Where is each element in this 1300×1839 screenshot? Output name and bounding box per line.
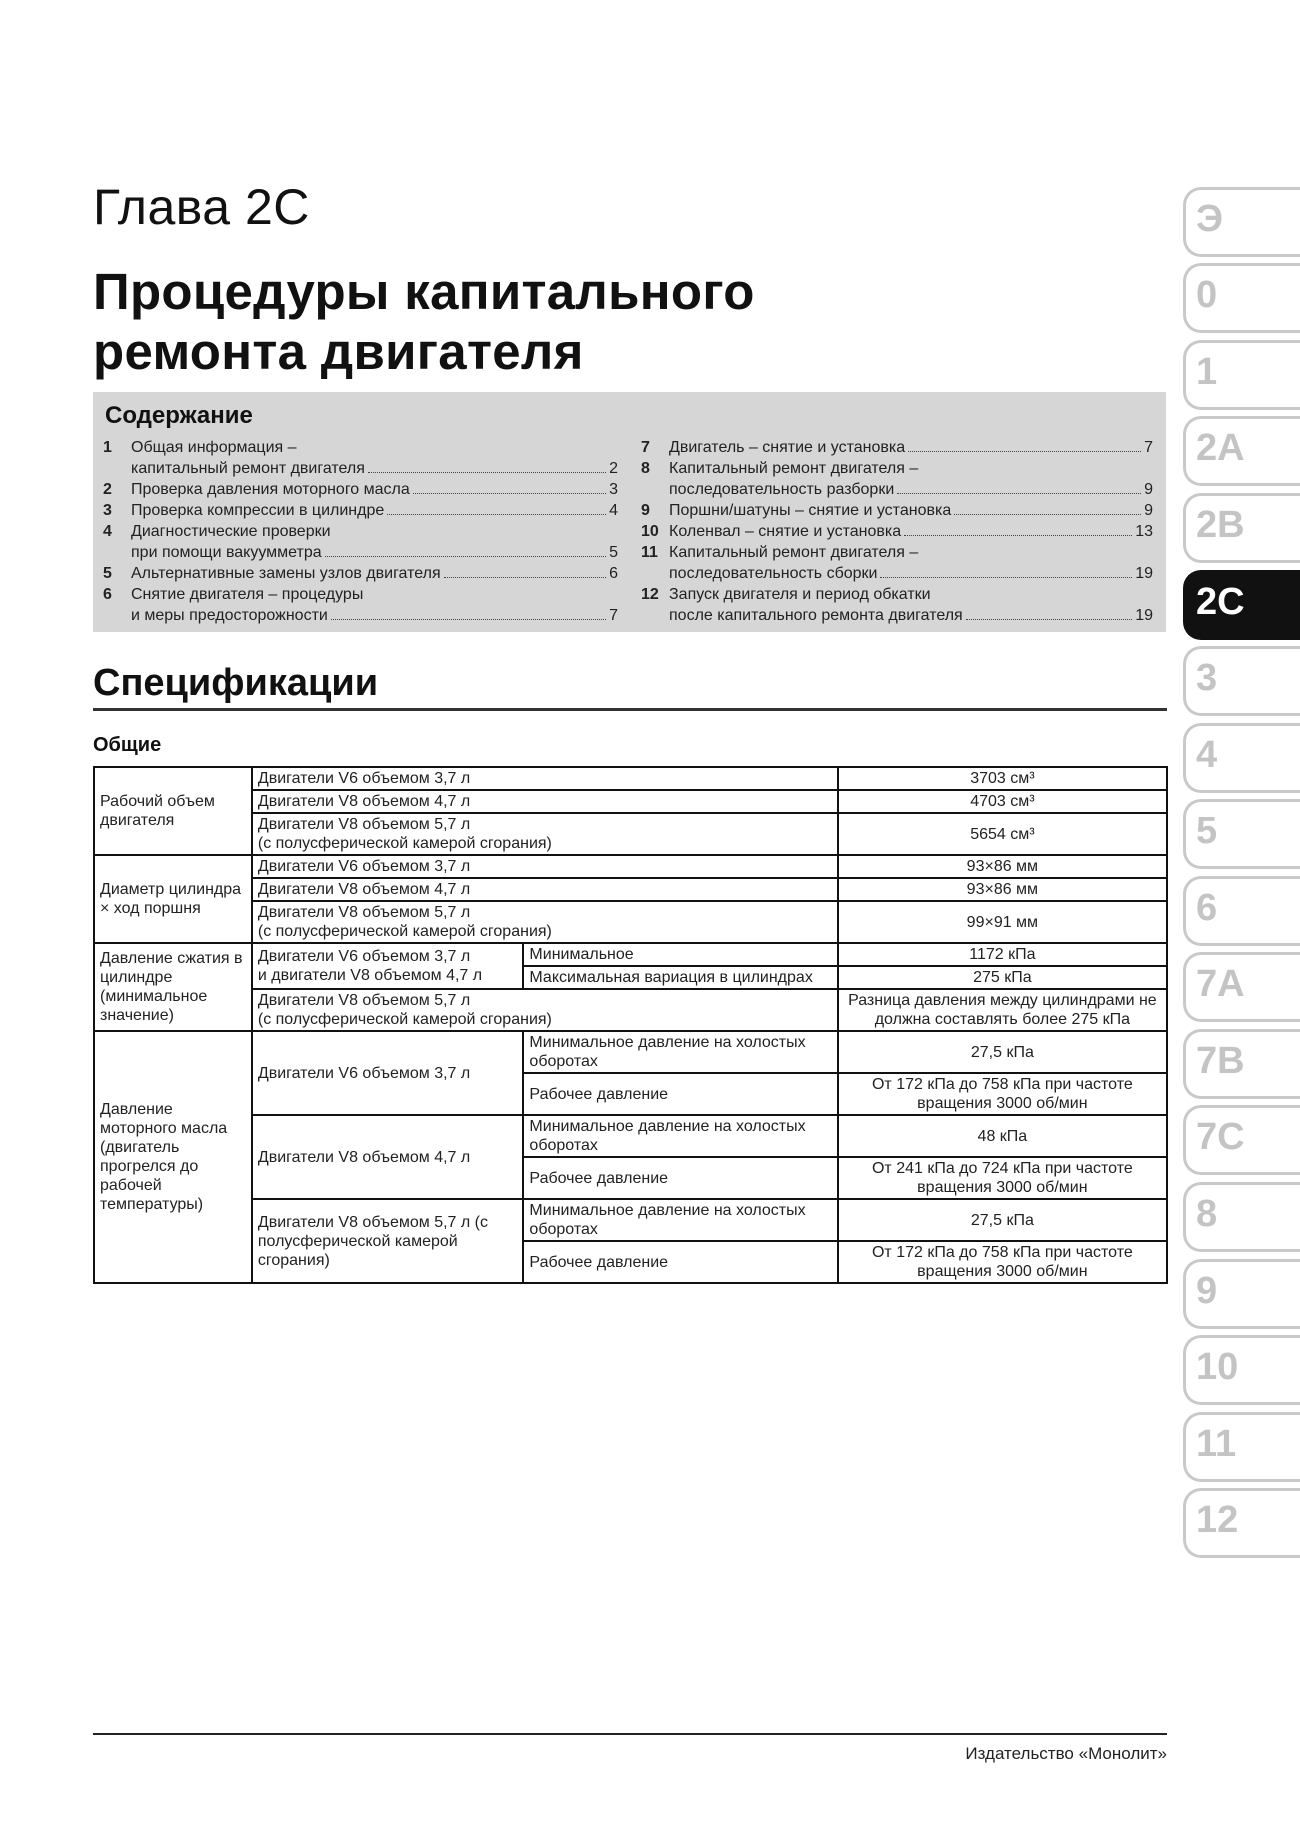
value-cell: 1172 кПа bbox=[838, 943, 1167, 966]
toc-number: 12 bbox=[641, 586, 659, 603]
contents-box bbox=[93, 392, 1166, 632]
engine-line: (с полусферической камерой сгорания) bbox=[257, 923, 552, 940]
engine-cell: Двигатели V8 объемом 4,7 л bbox=[252, 878, 838, 901]
toc-label: после капитального ремонта двигателя bbox=[669, 607, 963, 624]
chapter-tab-4[interactable]: 4 bbox=[1183, 723, 1300, 793]
chapter-tab-9[interactable]: 9 bbox=[1183, 1259, 1300, 1329]
engine-cell: Двигатели V6 объемом 3,7 л bbox=[252, 767, 838, 790]
toc-page-number: 7 bbox=[1144, 439, 1153, 456]
table-row bbox=[94, 943, 1167, 966]
chapter-tab-8[interactable]: 8 bbox=[1183, 1182, 1300, 1252]
toc-page-number: 9 bbox=[1144, 481, 1153, 498]
toc-page-number: 4 bbox=[609, 502, 618, 519]
table-row bbox=[94, 767, 1167, 790]
toc-number: 11 bbox=[641, 544, 658, 561]
specifications-table bbox=[93, 766, 1168, 1284]
toc-label: Альтернативные замены узлов двигателя bbox=[131, 565, 441, 582]
toc-entry bbox=[103, 584, 618, 605]
condition-cell: Максимальная вариация в цилиндрах bbox=[523, 966, 837, 989]
table-row bbox=[94, 790, 1167, 813]
contents-column-left bbox=[103, 437, 618, 626]
chapter-tab-э[interactable]: Э bbox=[1183, 187, 1300, 257]
condition-cell: Минимальное давление на холостых оборотах bbox=[523, 1031, 837, 1073]
engine-cell: Двигатели V8 объемом 4,7 л bbox=[252, 1115, 524, 1199]
engine-line: Двигатели V8 объемом 5,7 л bbox=[257, 992, 471, 1009]
toc-label: Запуск двигателя и период обкатки bbox=[669, 586, 931, 603]
chapter-tab-6[interactable]: 6 bbox=[1183, 876, 1300, 946]
value-cell: 4703 см³ bbox=[838, 790, 1167, 813]
toc-label: капитальный ремонт двигателя bbox=[131, 460, 365, 477]
value-cell: 93×86 мм bbox=[838, 878, 1167, 901]
condition-cell: Рабочее давление bbox=[523, 1073, 837, 1115]
table-row bbox=[94, 901, 1167, 943]
param-oil-pressure: Давление моторного масла (двигатель прогрелся до рабочей температуры) bbox=[100, 1101, 228, 1213]
toc-label: Диагностические проверки bbox=[131, 523, 331, 540]
toc-label: Поршни/шатуны – снятие и установка bbox=[669, 502, 952, 519]
engine-cell bbox=[252, 813, 838, 855]
chapter-tab-7a[interactable]: 7A bbox=[1183, 952, 1300, 1022]
contents-column-right bbox=[641, 437, 1153, 626]
footer-rule bbox=[93, 1733, 1167, 1735]
toc-page-number: 6 bbox=[609, 565, 618, 582]
param-cell bbox=[94, 855, 252, 943]
toc-page-number: 13 bbox=[1135, 523, 1153, 540]
toc-label: при помощи вакуумметра bbox=[131, 544, 322, 561]
toc-label: Капитальный ремонт двигателя – bbox=[669, 460, 919, 477]
value-cell: От 172 кПа до 758 кПа при частоте вращения 3000 об/мин bbox=[838, 1073, 1167, 1115]
table-row bbox=[94, 1031, 1167, 1073]
toc-leader-dots bbox=[904, 521, 1132, 536]
toc-leader-dots bbox=[880, 563, 1132, 578]
engine-line: Двигатели V6 объемом 3,7 л bbox=[257, 948, 471, 965]
condition-cell: Минимальное давление на холостых оборотах bbox=[523, 1199, 837, 1241]
engine-line: Двигатели V8 объемом 5,7 л bbox=[257, 904, 471, 921]
toc-leader-dots bbox=[387, 500, 606, 515]
toc-entry bbox=[103, 605, 618, 626]
toc-label: и меры предосторожности bbox=[131, 607, 328, 624]
engine-cell bbox=[252, 943, 524, 989]
toc-number: 2 bbox=[103, 481, 112, 498]
toc-page-number: 19 bbox=[1135, 565, 1153, 582]
engine-line: (с полусферической камерой сгорания) bbox=[257, 1011, 552, 1028]
chapter-tab-3[interactable]: 3 bbox=[1183, 646, 1300, 716]
heading-rule bbox=[93, 708, 1167, 711]
toc-number: 5 bbox=[103, 565, 112, 582]
table-row bbox=[94, 878, 1167, 901]
chapter-tab-11[interactable]: 11 bbox=[1183, 1412, 1300, 1482]
table-row bbox=[94, 855, 1167, 878]
toc-leader-dots bbox=[368, 458, 606, 473]
condition-cell: Рабочее давление bbox=[523, 1157, 837, 1199]
toc-entry bbox=[103, 437, 618, 458]
toc-entry bbox=[103, 563, 618, 584]
value-cell: От 241 кПа до 724 кПа при частоте вращения 3000 об/мин bbox=[838, 1157, 1167, 1199]
title-line-2: ремонта двигателя bbox=[93, 323, 584, 380]
table-row bbox=[94, 1199, 1167, 1241]
param-displacement: Рабочий объем двигателя bbox=[100, 793, 215, 829]
toc-entry bbox=[103, 458, 618, 479]
engine-line: Двигатели V8 объемом 5,7 л bbox=[257, 816, 471, 833]
toc-leader-dots bbox=[966, 605, 1132, 620]
toc-leader-dots bbox=[331, 605, 606, 620]
toc-leader-dots bbox=[444, 563, 606, 578]
toc-number: 4 bbox=[103, 523, 112, 540]
toc-entry bbox=[641, 542, 1153, 563]
chapter-tab-7c[interactable]: 7C bbox=[1183, 1105, 1300, 1175]
toc-entry bbox=[641, 521, 1153, 542]
toc-leader-dots bbox=[413, 479, 606, 494]
chapter-tab-5[interactable]: 5 bbox=[1183, 799, 1300, 869]
chapter-tab-2a[interactable]: 2A bbox=[1183, 416, 1300, 486]
toc-label: Снятие двигателя – процедуры bbox=[131, 586, 364, 603]
value-cell: 99×91 мм bbox=[838, 901, 1167, 943]
value-cell: От 172 кПа до 758 кПа при частоте вращения 3000 об/мин bbox=[838, 1241, 1167, 1283]
toc-number: 3 bbox=[103, 502, 112, 519]
specifications-heading: Спецификации bbox=[93, 662, 379, 704]
toc-entry bbox=[641, 584, 1153, 605]
toc-leader-dots bbox=[908, 437, 1141, 452]
toc-label: Двигатель – снятие и установка bbox=[669, 439, 906, 456]
page-title bbox=[93, 262, 755, 382]
chapter-tab-1[interactable]: 1 bbox=[1183, 340, 1300, 410]
table-row bbox=[94, 813, 1167, 855]
chapter-tab-7b[interactable]: 7B bbox=[1183, 1029, 1300, 1099]
chapter-tab-12[interactable]: 12 bbox=[1183, 1488, 1300, 1558]
engine-cell: Двигатели V6 объемом 3,7 л bbox=[252, 855, 838, 878]
value-cell: 93×86 мм bbox=[838, 855, 1167, 878]
toc-leader-dots bbox=[897, 479, 1141, 494]
toc-page-number: 2 bbox=[609, 460, 618, 477]
value-cell: 48 кПа bbox=[838, 1115, 1167, 1157]
toc-entry bbox=[103, 521, 618, 542]
value-cell: 27,5 кПа bbox=[838, 1199, 1167, 1241]
toc-entry bbox=[641, 563, 1153, 584]
toc-entry bbox=[641, 479, 1153, 500]
toc-label: Проверка давления моторного масла bbox=[131, 481, 410, 498]
param-cell bbox=[94, 1031, 252, 1283]
param-cell bbox=[94, 943, 252, 1031]
toc-entry bbox=[641, 605, 1153, 626]
toc-page-number: 7 bbox=[609, 607, 618, 624]
value-cell: Разница давления между цилиндрами не должна составлять более 275 кПа bbox=[838, 989, 1167, 1031]
chapter-tab-0[interactable]: 0 bbox=[1183, 263, 1300, 333]
toc-leader-dots bbox=[325, 542, 606, 557]
engine-cell: Двигатели V6 объемом 3,7 л bbox=[252, 1031, 524, 1115]
toc-leader-dots bbox=[954, 500, 1141, 515]
toc-page-number: 5 bbox=[609, 544, 618, 561]
toc-entry bbox=[641, 500, 1153, 521]
value-cell: 275 кПа bbox=[838, 966, 1167, 989]
toc-number: 7 bbox=[641, 439, 650, 456]
toc-page-number: 19 bbox=[1135, 607, 1153, 624]
contents-heading: Содержание bbox=[105, 402, 253, 429]
chapter-label: Глава 2С bbox=[93, 179, 310, 235]
condition-cell: Минимальное давление на холостых оборотах bbox=[523, 1115, 837, 1157]
toc-number: 8 bbox=[641, 460, 650, 477]
engine-cell: Двигатели V8 объемом 4,7 л bbox=[252, 790, 838, 813]
title-line-1: Процедуры капитального bbox=[93, 263, 755, 320]
engine-cell: Двигатели V8 объемом 5,7 л (с полусферической камерой сгорания) bbox=[252, 1199, 524, 1283]
param-cell bbox=[94, 767, 252, 855]
toc-label: Капитальный ремонт двигателя – bbox=[669, 544, 919, 561]
toc-label: Проверка компрессии в цилиндре bbox=[131, 502, 385, 519]
engine-cell bbox=[252, 989, 838, 1031]
condition-cell: Рабочее давление bbox=[523, 1241, 837, 1283]
toc-entry bbox=[103, 479, 618, 500]
publisher-credit: Издательство «Монолит» bbox=[965, 1744, 1167, 1763]
chapter-tab-2c[interactable]: 2C bbox=[1183, 570, 1300, 640]
engine-line: (с полусферической камерой сгорания) bbox=[257, 835, 552, 852]
engine-line: и двигатели V8 объемом 4,7 л bbox=[257, 967, 483, 984]
chapter-tab-10[interactable]: 10 bbox=[1183, 1335, 1300, 1405]
toc-entry bbox=[641, 458, 1153, 479]
table-row bbox=[94, 1115, 1167, 1157]
toc-label: Коленвал – снятие и установка bbox=[669, 523, 902, 540]
toc-entry bbox=[103, 500, 618, 521]
chapter-tab-2b[interactable]: 2B bbox=[1183, 493, 1300, 563]
toc-number: 6 bbox=[103, 586, 112, 603]
toc-label: последовательность разборки bbox=[669, 481, 895, 498]
engine-cell bbox=[252, 901, 838, 943]
toc-label: последовательность сборки bbox=[669, 565, 878, 582]
value-cell: 3703 см³ bbox=[838, 767, 1167, 790]
toc-page-number: 3 bbox=[609, 481, 618, 498]
toc-number: 10 bbox=[641, 523, 659, 540]
param-compression: Давление сжатия в цилиндре (минимальное значение) bbox=[100, 950, 243, 1024]
general-subheading: Общие bbox=[93, 734, 162, 756]
toc-entry bbox=[641, 437, 1153, 458]
toc-entry bbox=[103, 542, 618, 563]
toc-page-number: 9 bbox=[1144, 502, 1153, 519]
param-bore-stroke: Диаметр цилиндра × ход поршня bbox=[100, 881, 242, 917]
toc-number: 9 bbox=[641, 502, 650, 519]
toc-number: 1 bbox=[103, 439, 112, 456]
value-cell: 27,5 кПа bbox=[838, 1031, 1167, 1073]
value-cell: 5654 см³ bbox=[838, 813, 1167, 855]
condition-cell: Минимальное bbox=[523, 943, 837, 966]
table-row bbox=[94, 989, 1167, 1031]
toc-label: Общая информация – bbox=[131, 439, 297, 456]
